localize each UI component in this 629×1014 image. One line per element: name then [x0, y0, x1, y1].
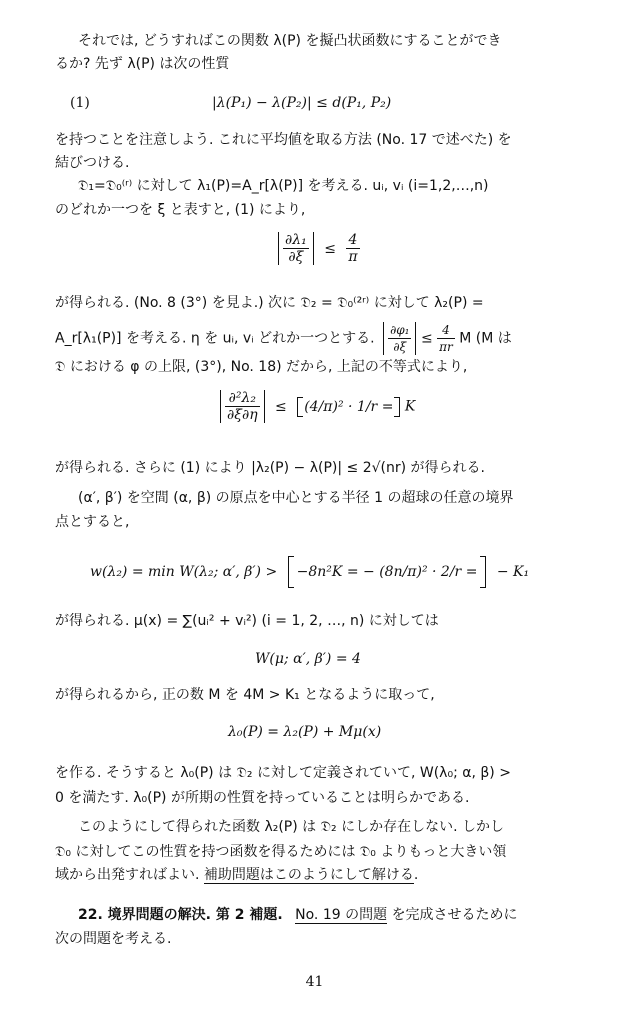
- equation: $\frac{\text{∂λ₁}}{\partial\xi}$ ≤ $\frac{4}{\pi}$: [278, 232, 360, 265]
- text-line: を持つことを注意しよう. これに平均値を取る方法 (No. 17 で述べた) を: [55, 132, 512, 148]
- equation: W(μ; α′, β′) = 4: [255, 651, 361, 667]
- text-line: 点とすると,: [55, 514, 130, 530]
- text-line: のどれか一つを ξ と表すと, (1) により,: [55, 202, 306, 218]
- text-line: 結びつける.: [55, 155, 130, 171]
- equation: w(λ₂) = min W(λ₂; α′, β′) > −8n²K = − (8n/π)² · 2/r = − K₁: [90, 556, 529, 588]
- text-line: 次の問題を考える.: [55, 931, 172, 947]
- equation: $\frac{\text{∂²λ₂}}{\partial\xi\partial\eta}$ ≤ (4/π)² · 1/r = K: [220, 390, 415, 423]
- text-line: が得られる. さらに (1) により |λ₂(P) − λ(P)| ≤ 2√(nr) が得られる.: [55, 460, 485, 476]
- page-number: 41: [305, 974, 324, 990]
- text-line: を作る. そうすると λ₀(P) は 𝔇₂ に対して定義されていて, W(λ₀; α, β) >: [55, 765, 511, 781]
- absolute-value: [278, 232, 314, 265]
- fraction: $\frac{\text{∂λ₁}}{\partial\xi}$: [285, 232, 307, 265]
- text-line: 𝔇₁=𝔇₀⁽ʳ⁾ に対して λ₁(P)=A_r[λ(P)] を考える. uᵢ, vᵢ (i=1,2,…,n): [78, 178, 489, 194]
- fraction: $\frac{4}{\pi}$: [348, 232, 358, 265]
- text-line: が得られる. (No. 8 (3°) を見よ.) 次に 𝔇₂ = 𝔇₀⁽²ʳ⁾ に対して λ₂(P) =: [55, 295, 484, 311]
- cross-reference: No. 19 の問題: [295, 907, 388, 923]
- underlined-text: 補助問題はこのようにして解ける: [203, 867, 414, 883]
- text-line: (α′, β′) を空間 (α, β) の原点を中心とする半径 1 の超球の任意の境界: [78, 490, 514, 506]
- text-line: 𝔇 における φ の上限, (3°), No. 18) だから, 上記の不等式により,: [55, 359, 468, 375]
- text-line: このようにして得られた函数 λ₂(P) は 𝔇₂ にしか存在しない. しかし: [78, 819, 504, 835]
- text-line: が得られるから, 正の数 M を 4M > K₁ となるように取って,: [55, 687, 435, 703]
- text-line: A_r[λ₁(P)] を考える. η を uᵢ, vᵢ どれか一つとする. $\frac{\text{∂φ₁}}{\partial\xi}$ ≤ $\frac{4}{\pi r}$ M (M は: [55, 323, 512, 354]
- equation: |λ(P₁) − λ(P₂)| ≤ d(P₁, P₂): [212, 95, 392, 111]
- text-line: それでは, どうすればこの関数 λ(P) を擬凸状函数にすることができ: [78, 33, 502, 49]
- text-line: 域から出発すればよい. 補助問題はこのようにして解ける.: [55, 867, 419, 883]
- text-line: が得られる. μ(x) = ∑(uᵢ² + vᵢ²) (i = 1, 2, …, n) に対しては: [55, 613, 439, 629]
- equation-tag: (1): [70, 95, 90, 111]
- text-line: 𝔇₀ に対してこの性質を持つ函数を得るためには 𝔇₀ よりもっと大きい領: [55, 844, 507, 860]
- text-line: るか? 先ず λ(P) は次の性質: [55, 56, 230, 72]
- text-line: 0 を満たす. λ₀(P) が所期の性質を持っていることは明らかである.: [55, 790, 470, 806]
- equation: λ₀(P) = λ₂(P) + Mμ(x): [228, 724, 382, 740]
- section-heading: 22. 境界問題の解決. 第 2 補題. No. 19 の問題 を完成させるために: [78, 907, 518, 923]
